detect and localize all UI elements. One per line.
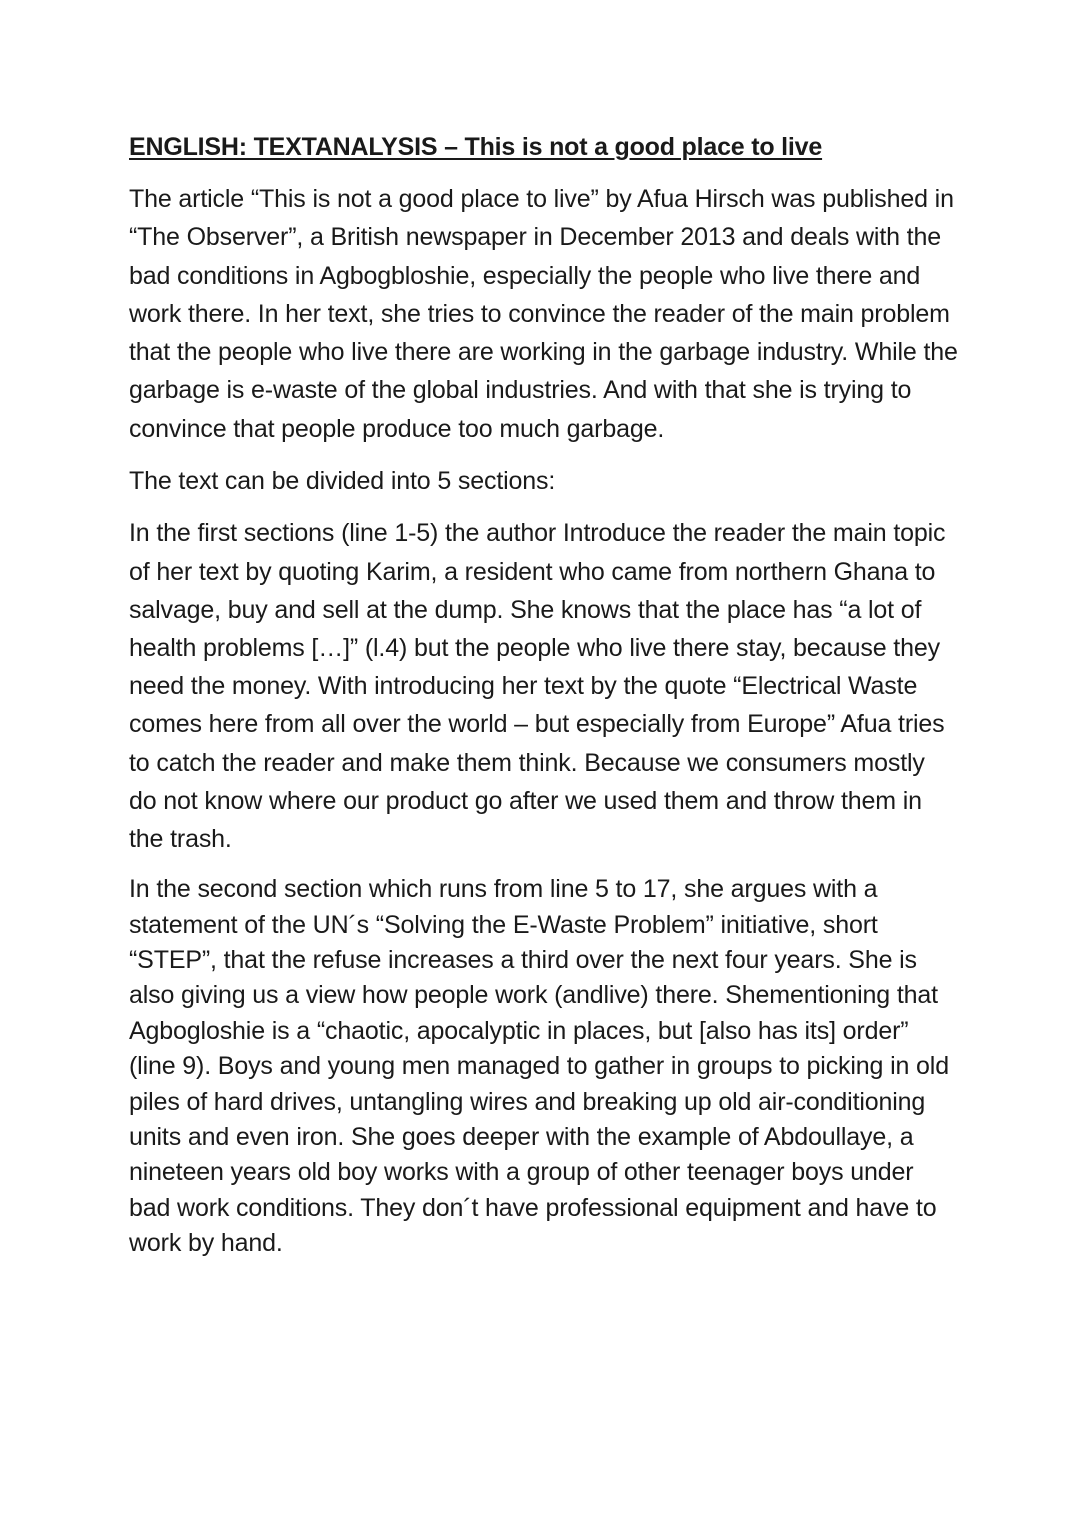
paragraph-second-section: In the second section which runs from line 5 to 17, she argues with a statement of the UN´s “Solving the E-Waste Problem” initiative, short “STEP”, that the refuse increases a third over the next four years. She is also giving us a view how people work (andlive) there. Shementioning that Agbogloshie is a “chaotic, apocalyptic in places, but [also has its] order” (line 9). Boys and young men managed to gather in groups to picking in old piles of hard drives, untangling wires and breaking up old air-conditioning units and even iron. She goes deeper with the example of Abdoullaye, a nineteen years old boy works with a group of other teenager boys under bad work conditions. They don´t have professional equipment and have to work by hand. xyxy=(129,875,949,1258)
paragraph-introduction: The article “This is not a good place to live” by Afua Hirsch was published in “The Observer”, a British newspaper in December 2013 and deals with the bad conditions in Agbogbloshie, especially the people who live there and work there. In her text, she tries to convince the reader of the main problem that the people who live there are working in the garbage industry. While the garbage is e-waste of the global industries. And with that she is trying to convince that people produce too much garbage. xyxy=(129,185,958,443)
document-body xyxy=(129,128,959,1262)
paragraph-first-section: In the first sections (line 1-5) the author Introduce the reader the main topic of her text by quoting Karim, a resident who came from northern Ghana to salvage, buy and sell at the dump. She knows that the place has “a lot of health problems […]” (l.4) but the people who live there stay, because they need the money. With introducing her text by the quote “Electrical Waste comes here from all over the world – but especially from Europe” Afua tries to catch the reader and make them think. Because we consumers mostly do not know where our product go after we used them and throw them in the trash. xyxy=(129,519,946,853)
document-title: ENGLISH: TEXTANALYSIS – This is not a good place to live xyxy=(129,133,823,161)
paragraph-sections-overview: The text can be divided into 5 sections: xyxy=(129,467,556,496)
